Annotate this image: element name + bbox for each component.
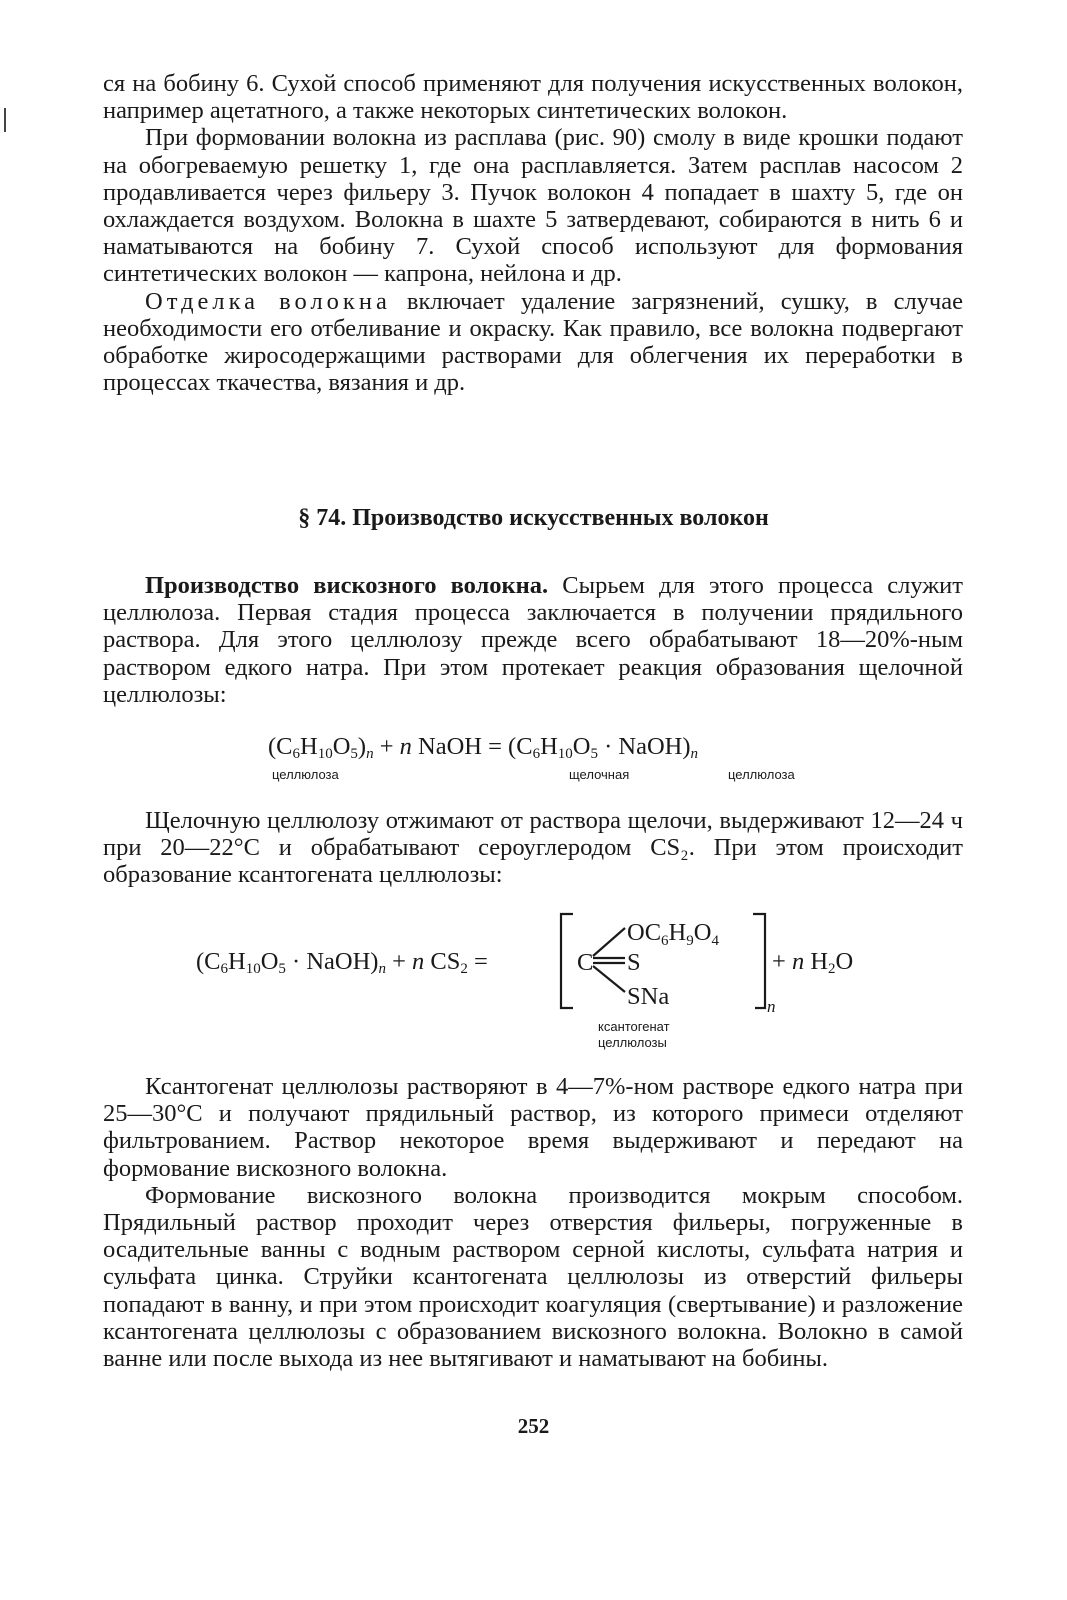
svg-text:C: C (577, 949, 594, 976)
paragraph-2: При формовании волокна из расплава (рис. 90) смолу в виде крошки подают на обогреваемую решетку 1, где она расплавляется. Затем расплав насосом 2 продавливается через фильеру 3. Пучок волокон 4 попадает в шахту 5, где он охлаждается воздухом. Волокна в шахте 5 затвердевают, собираются в нить 6 и наматываются на бобину 7. Сухой способ используют для формования синтетических волокон — капрона, нейлона и др. (103, 124, 963, 288)
text-block-middle (103, 807, 963, 889)
formula-label-alkali: щелочная (569, 767, 630, 782)
formula-xanthate-right: + n $H_2O$ (772, 948, 854, 977)
paragraph-5: Щелочную целлюлозу отжимают от раствора щелочи, выдерживают 12—24 ч при 20—22°C и обрабатывают сероуглеродом CS₂. При этом происходит образование ксантогената целлюлозы: (103, 807, 963, 889)
page-number: 252 (517, 1414, 550, 1438)
svg-text:OC6H9O4: $OC_6H_9O_4$ (627, 919, 719, 949)
paragraph-4-lead: Производство вискозного волокна. (145, 572, 549, 599)
paragraph-1: ся на бобину 6. Сухой способ применяют для получения искусственных волокон, например ацетатного, а также некоторых синтетических волокон. (103, 70, 963, 125)
xanthate-structure (555, 908, 795, 1018)
paragraph-3-rest: включает удаление загрязнений, сушку, в случае необходимости его отбеливание и окраску. Как правило, все волокна подвергают обработке жиросодержащими растворами для облегчения их переработки в процессах ткачества, вязания и др. (103, 287, 963, 397)
svg-text:SNa: SNa (627, 983, 670, 1010)
paragraph-3 (103, 288, 963, 397)
formula-alkali-cellulose: $(C_6H_{10}O_5)_n + n$ NaOH = ($C_6H_{10}O_5$ · $NaOH)_n$ (268, 733, 698, 762)
paragraph-3-lead: Отделка волокна (145, 287, 391, 315)
paragraph-4-rest: Сырьем для этого процесса служит целлюлоза. Первая стадия процесса заключается в получении прядильного раствора. Для этого целлюлозу прежде всего обрабатывают 18—20%-ным раствором едкого натра. При этом протекает реакция образования щелочной целлюлозы: (103, 572, 964, 708)
text-block-bottom (103, 1073, 963, 1372)
paragraph-4 (103, 572, 963, 708)
formula-xanthate-left: ($C_6H_{10}O_5$ · $NaOH)_n + n$ $CS_2$ = (196, 948, 488, 977)
formula-label-of-cellulose: целлюлозы (598, 1035, 667, 1050)
text-block-section (103, 572, 963, 708)
text-block-top (103, 70, 963, 396)
paragraph-7: Формование вискозного волокна производится мокрым способом. Прядильный раствор проходит через отверстия фильеры, погруженные в осадительные ванны с водным раствором серной кислоты, сульфата натрия и сульфата цинка. Струйки ксантогената целлюлозы из отверстий фильеры попадают в ванну, и при этом происходит коагуляция (свертывание) и разложение ксантогената целлюлозы с образованием вискозного волокна. Волокно в самой ванне или после выхода из нее вытягивают и наматывают на бобины. (103, 1181, 963, 1373)
formula-label-cellulose: целлюлоза (272, 767, 339, 782)
svg-text:S: S (627, 949, 641, 976)
svg-text:n: n (767, 997, 776, 1016)
section-heading: § 74. Производство искусственных волокон (298, 505, 769, 531)
scan-margin-mark (4, 108, 6, 132)
paragraph-6: Ксантогенат целлюлозы растворяют в 4—7%-ном растворе едкого натра при 25—30°C и получают прядильный раствор, из которого примеси отделяют фильтрованием. Раствор некоторое время выдерживают и передают на формование вискозного волокна. (103, 1073, 963, 1182)
formula-label-xanthate: ксантогенат (598, 1019, 670, 1034)
formula-label-alkali-cellulose: целлюлоза (728, 767, 795, 782)
